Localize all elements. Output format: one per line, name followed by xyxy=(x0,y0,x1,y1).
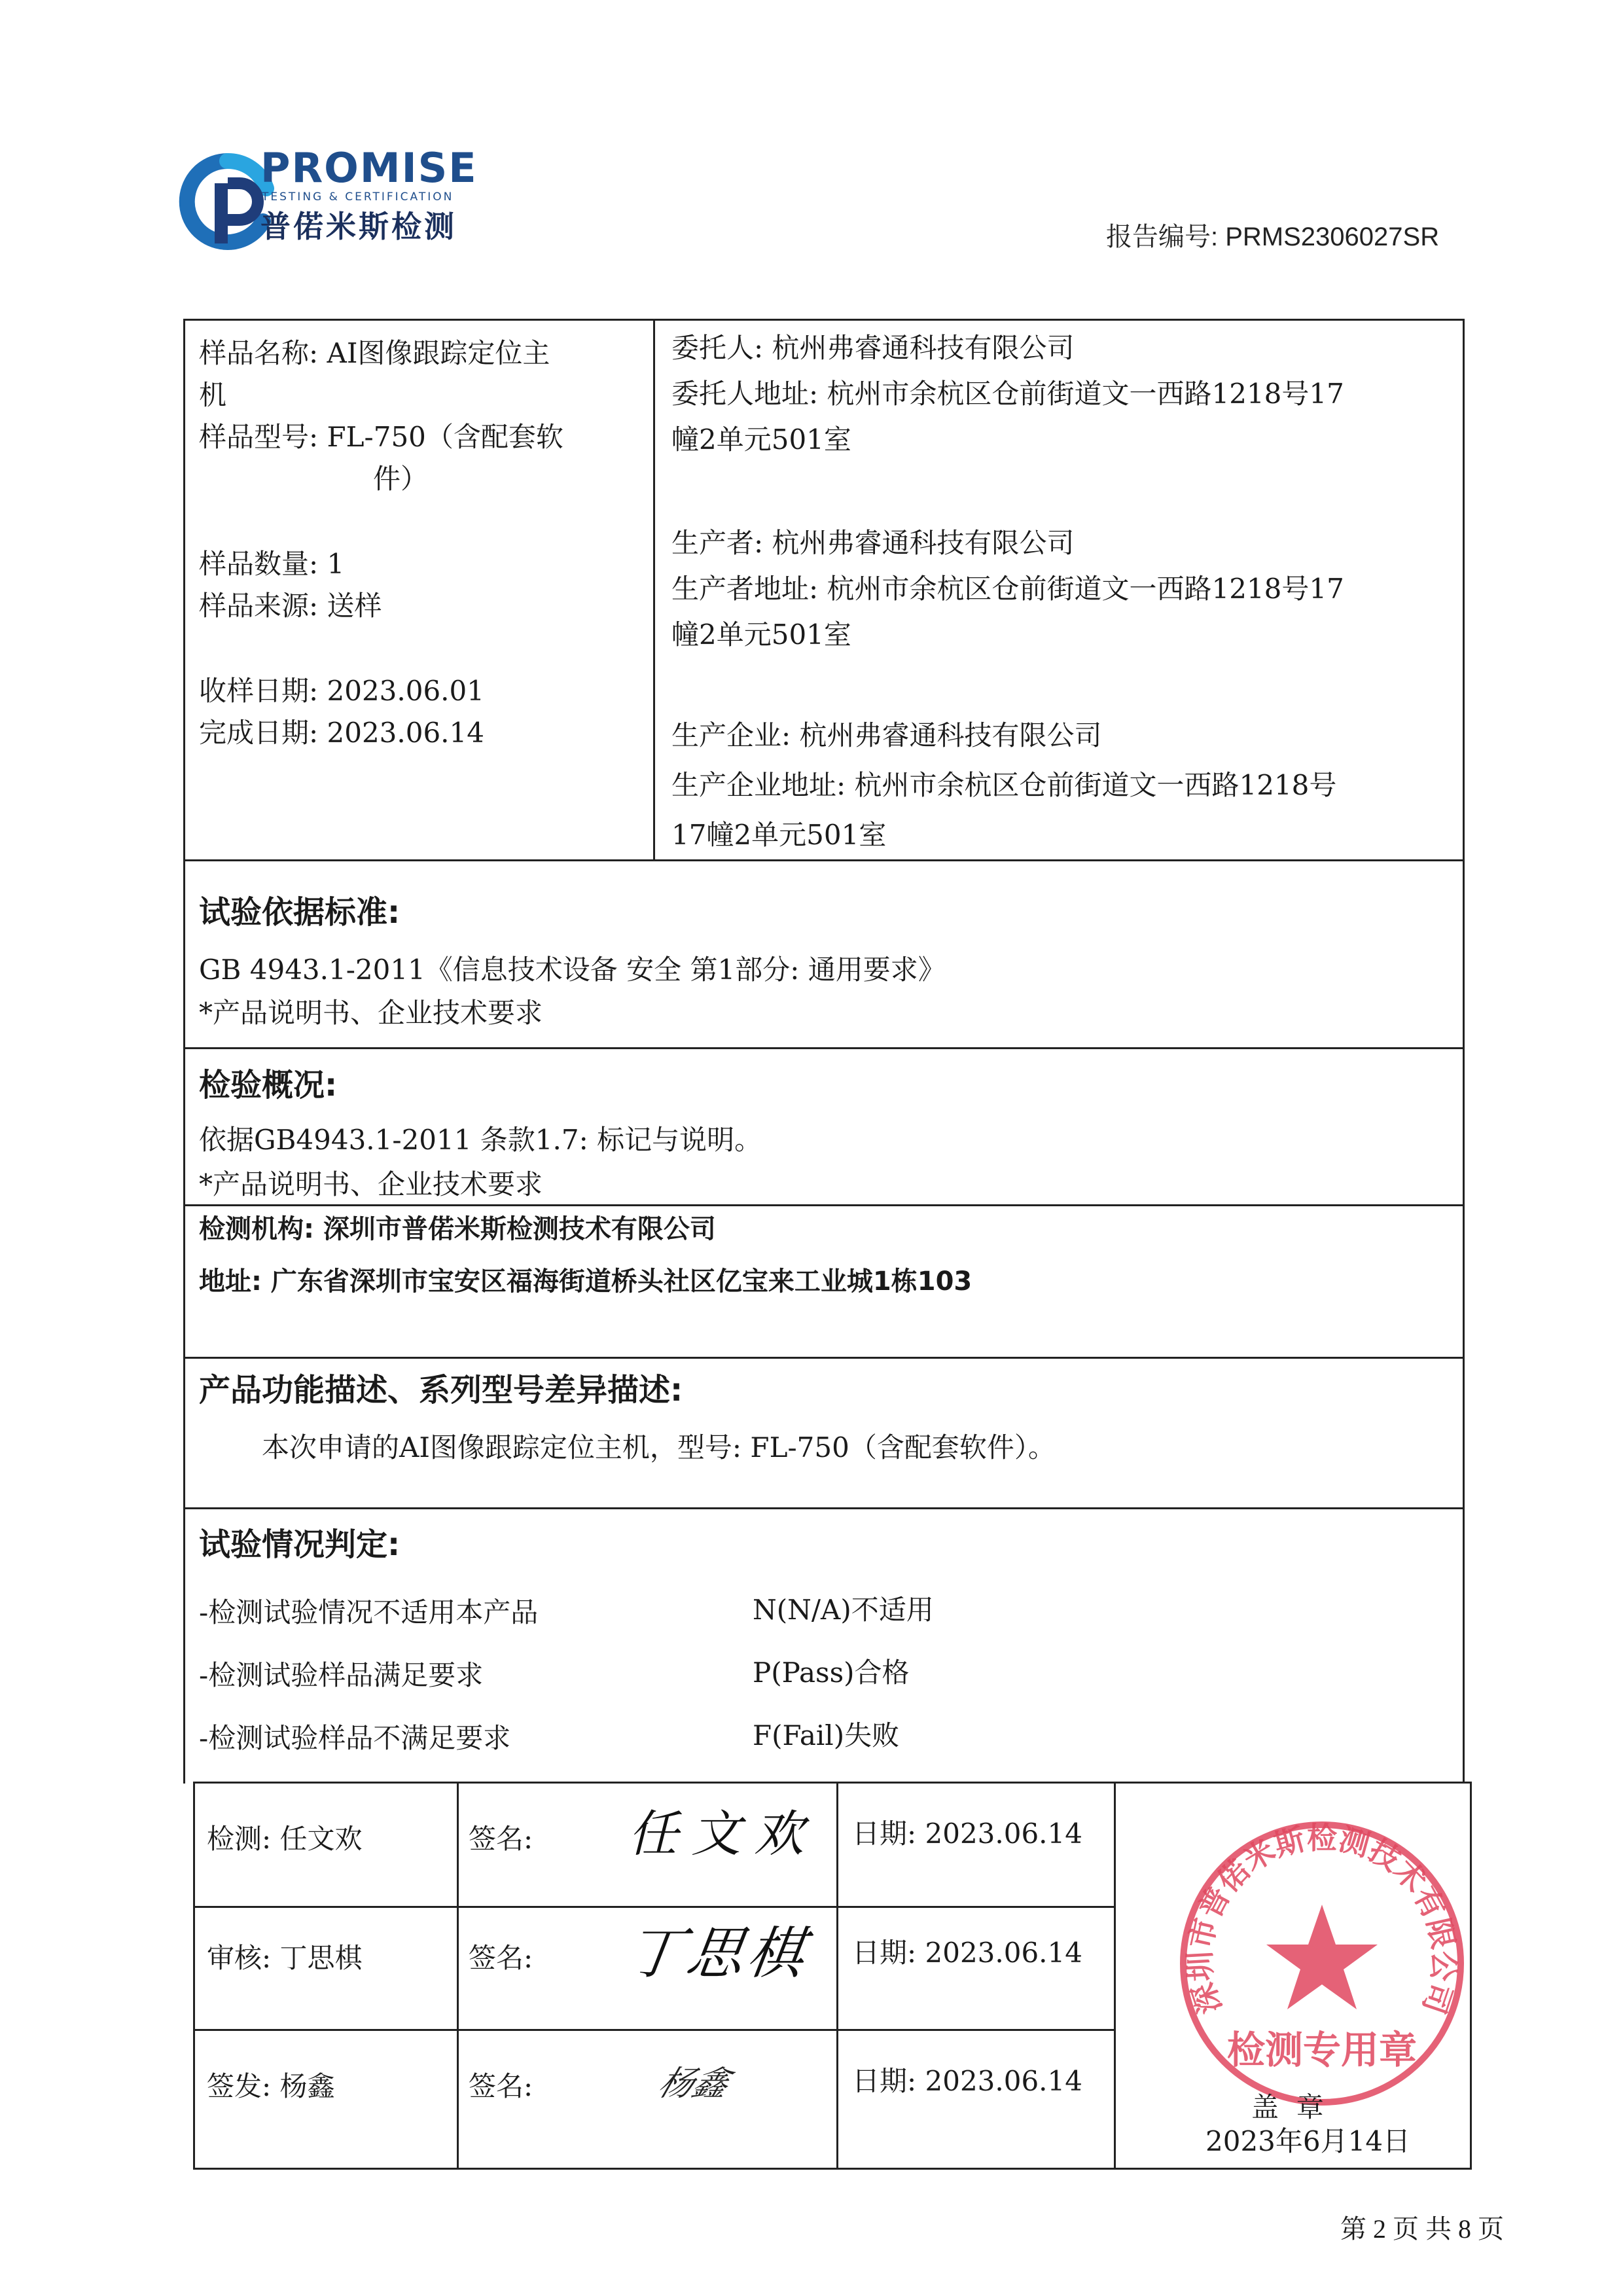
lab-address: 地址: 广东省深圳市宝安区福海街道桥头社区亿宝来工业城1栋103 xyxy=(199,1266,972,1297)
sample-quantity: 样品数量: 1 xyxy=(199,548,345,580)
report-number: 报告编号: PRMS2306027SR xyxy=(1106,223,1440,251)
client-address-line2: 幢2单元501室 xyxy=(671,423,851,456)
verdict-row-fail-desc: -检测试验样品不满足要求 xyxy=(199,1722,511,1754)
page-number: 第 2 页 共 8 页 xyxy=(1340,2214,1504,2244)
manufacturer: 生产企业: 杭州弗睿通科技有限公司 xyxy=(671,719,1102,751)
standard-heading: 试验依据标准: xyxy=(199,894,401,931)
manufacturer-address-line2: 17幢2单元501室 xyxy=(671,819,887,851)
producer-address-line2: 幢2单元501室 xyxy=(671,619,851,651)
seal-center-text: 检测专用章 xyxy=(1226,2028,1418,2072)
tester-sign-label: 签名: xyxy=(469,1823,533,1855)
reviewer-role: 审核: 丁思棋 xyxy=(207,1942,363,1974)
verdict-row-fail-code: F(Fail)失败 xyxy=(753,1719,900,1751)
sample-name-line1: 样品名称: AI图像跟踪定位主 xyxy=(199,337,550,369)
sample-source: 样品来源: 送样 xyxy=(199,590,382,622)
tester-role: 检测: 任文欢 xyxy=(207,1823,363,1855)
reviewer-date: 日期: 2023.06.14 xyxy=(852,1937,1082,1969)
client-address-line1: 委托人地址: 杭州市余杭区仓前街道文一西路1218号17 xyxy=(671,378,1344,410)
logo-name: PROMISE xyxy=(260,144,478,192)
approver-signature: 杨鑫 xyxy=(653,2064,734,2104)
overview-heading: 检验概况: xyxy=(199,1067,338,1103)
standard-line2: *产品说明书、企业技术要求 xyxy=(199,997,543,1029)
reviewer-signature: 丁思棋 xyxy=(622,1921,813,1986)
sample-name-line2: 机 xyxy=(199,379,227,411)
reviewer-sign-label: 签名: xyxy=(469,1942,533,1974)
producer: 生产者: 杭州弗睿通科技有限公司 xyxy=(671,527,1075,559)
tester-signature: 任文欢 xyxy=(628,1804,817,1863)
official-seal xyxy=(1171,1813,1472,2114)
receive-date: 收样日期: 2023.06.01 xyxy=(199,675,484,707)
verdict-heading: 试验情况判定: xyxy=(199,1526,401,1563)
client: 委托人: 杭州弗睿通科技有限公司 xyxy=(671,332,1075,364)
verdict-row-pass-code: P(Pass)合格 xyxy=(753,1657,910,1689)
description-text: 本次申请的AI图像跟踪定位主机，型号: FL-750（含配套软件）。 xyxy=(262,1431,1056,1463)
logo-chinese: 普偌米斯检测 xyxy=(260,209,457,244)
approver-role: 签发: 杨鑫 xyxy=(207,2070,335,2102)
seal-date: 2023年6月14日 xyxy=(1205,2125,1411,2157)
verdict-row-pass-desc: -检测试验样品满足要求 xyxy=(199,1659,484,1691)
logo-tagline: TESTING & CERTIFICATION xyxy=(262,190,454,204)
tester-date: 日期: 2023.06.14 xyxy=(852,1818,1082,1850)
verdict-row-na-desc: -检测试验情况不适用本产品 xyxy=(199,1596,539,1628)
approver-date: 日期: 2023.06.14 xyxy=(852,2065,1082,2097)
finish-date: 完成日期: 2023.06.14 xyxy=(199,717,484,749)
seal-stamp-icon xyxy=(1171,1813,1472,2114)
verdict-row-na-code: N(N/A)不适用 xyxy=(753,1594,934,1626)
overview-line2: *产品说明书、企业技术要求 xyxy=(199,1168,543,1200)
seal-label: 盖 章 xyxy=(1251,2091,1324,2123)
seal-arc-text: 深圳市普偌米斯检测技术有限公司 xyxy=(1182,1820,1462,2018)
producer-address-line1: 生产者地址: 杭州市余杭区仓前街道文一西路1218号17 xyxy=(671,573,1344,605)
sample-model-line1: 样品型号: FL-750（含配套软 xyxy=(199,421,563,453)
sample-model-line2: 件） xyxy=(373,463,429,495)
standard-line1: GB 4943.1-2011《信息技术设备 安全 第1部分: 通用要求》 xyxy=(199,954,946,986)
manufacturer-address-line1: 生产企业地址: 杭州市余杭区仓前街道文一西路1218号 xyxy=(671,769,1337,801)
lab-name: 检测机构: 深圳市普偌米斯检测技术有限公司 xyxy=(199,1214,716,1244)
overview-line1: 依据GB4943.1-2011 条款1.7: 标记与说明。 xyxy=(199,1124,762,1156)
description-heading: 产品功能描述、系列型号差异描述: xyxy=(199,1372,683,1408)
approver-sign-label: 签名: xyxy=(469,2070,533,2102)
